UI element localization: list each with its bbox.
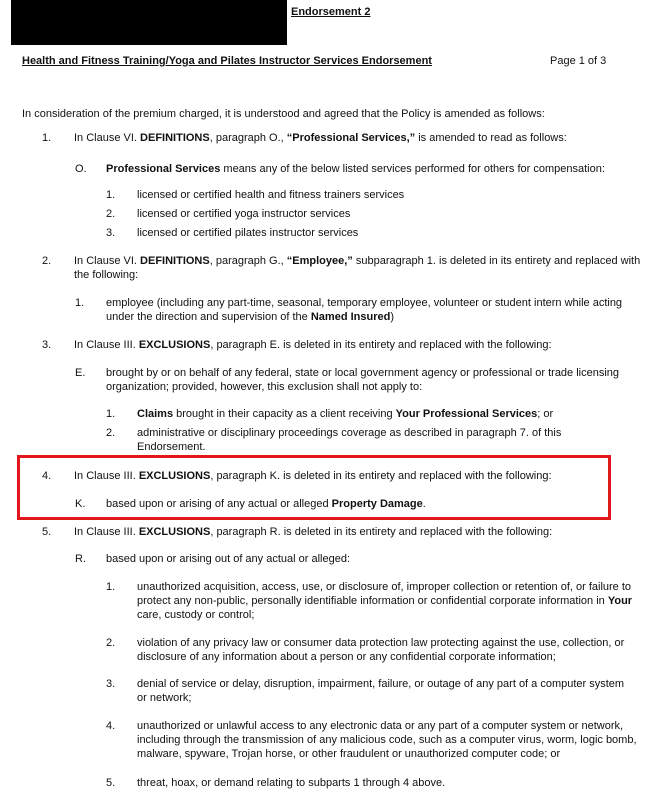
item-2-sub-text: employee (including any part-time, seasonal, temporary employee, volunteer or student intern while acting under the direction and supervision of the Named Insured) (106, 297, 623, 323)
page-number: Page 1 of 3 (550, 55, 607, 67)
item-5-list-4-text: unauthorized or unlawful access to any electronic data or any part of a computer system or network, including through the transmission of any malicious code, such as a computer virus, worm, logic bomb, malware, spyware, Trojan horse, or other fraudulent or unauthorized computer code; or (137, 720, 637, 760)
item-3-list-2-number: 2. (106, 427, 116, 439)
redaction-block (11, 0, 287, 45)
document-title: Health and Fitness Training/Yoga and Pilates Instructor Services Endorsement (22, 55, 432, 67)
item-4-sub-text: based upon or arising of any actual or alleged Property Damage. (106, 498, 426, 510)
item-3-text: In Clause III. EXCLUSIONS, paragraph E. is deleted in its entirety and replaced with the following: (74, 339, 552, 351)
item-5-list-4-number: 4. (106, 720, 116, 732)
item-5-list-2-number: 2. (106, 637, 116, 649)
item-1-sub-letter: O. (75, 163, 87, 175)
item-1-text: In Clause VI. DEFINITIONS, paragraph O., “Professional Services,” is amended to read as follows: (74, 132, 567, 144)
item-3-list-2-text: administrative or disciplinary proceedings coverage as described in paragraph 7. of this Endorsement. (137, 427, 562, 453)
item-3-number: 3. (42, 339, 52, 351)
item-3-sub-text: brought by or on behalf of any federal, state or local government agency or professional or trade licensing organization; provided, however, this exclusion shall not apply to: (106, 367, 620, 393)
item-1-list-1-text: licensed or certified health and fitness trainers services (137, 189, 405, 201)
item-5-list-5-number: 5. (106, 777, 116, 789)
item-1-list-1-number: 1. (106, 189, 116, 201)
item-3-list-1-text: Claims brought in their capacity as a client receiving Your Professional Services; or (137, 408, 554, 420)
item-5-list-3-text: denial of service or delay, disruption, impairment, failure, or outage of any part of a computer system or network; (137, 678, 625, 704)
item-5-text: In Clause III. EXCLUSIONS, paragraph R. is deleted in its entirety and replaced with the following: (74, 526, 553, 538)
item-5-list-3-number: 3. (106, 678, 116, 690)
item-3-list-1-number: 1. (106, 408, 116, 420)
item-2-sub-number: 1. (75, 297, 85, 309)
item-2-text: In Clause VI. DEFINITIONS, paragraph G., “Employee,” subparagraph 1. is deleted in its entirety and replaced with the following: (74, 255, 641, 281)
item-4-sub-letter: K. (75, 498, 86, 510)
item-1-list-2-text: licensed or certified yoga instructor services (137, 208, 351, 220)
item-2-number: 2. (42, 255, 52, 267)
item-5-list-1-text: unauthorized acquisition, access, use, or disclosure of, improper collection or retention of, or failure to protect any non-public, personally identifiable information or confidential corporate information in Your care, custody or control; (137, 581, 633, 621)
item-1-list-3-number: 3. (106, 227, 116, 239)
item-1-number: 1. (42, 132, 52, 144)
item-5-number: 5. (42, 526, 52, 538)
item-1-sub-text: Professional Services means any of the below listed services performed for others for compensation: (106, 163, 605, 175)
item-1-list-2-number: 2. (106, 208, 116, 220)
item-4-number: 4. (42, 470, 52, 482)
item-5-list-2-text: violation of any privacy law or consumer data protection law protecting against the use, collection, or disclosure of any information about a person or any confidential corporate information; (137, 637, 625, 663)
intro-paragraph: In consideration of the premium charged, it is understood and agreed that the Policy is amended as follows: (22, 108, 545, 120)
item-5-sub-text: based upon or arising out of any actual or alleged: (106, 553, 350, 565)
item-3-sub-letter: E. (75, 367, 86, 379)
item-5-list-5-text: threat, hoax, or demand relating to subparts 1 through 4 above. (137, 777, 446, 789)
endorsement-number: Endorsement 2 (291, 6, 371, 18)
item-5-list-1-number: 1. (106, 581, 116, 593)
item-1-list-3-text: licensed or certified pilates instructor services (137, 227, 359, 239)
item-5-sub-letter: R. (75, 553, 86, 565)
item-4-text: In Clause III. EXCLUSIONS, paragraph K. is deleted in its entirety and replaced with the following: (74, 470, 552, 482)
